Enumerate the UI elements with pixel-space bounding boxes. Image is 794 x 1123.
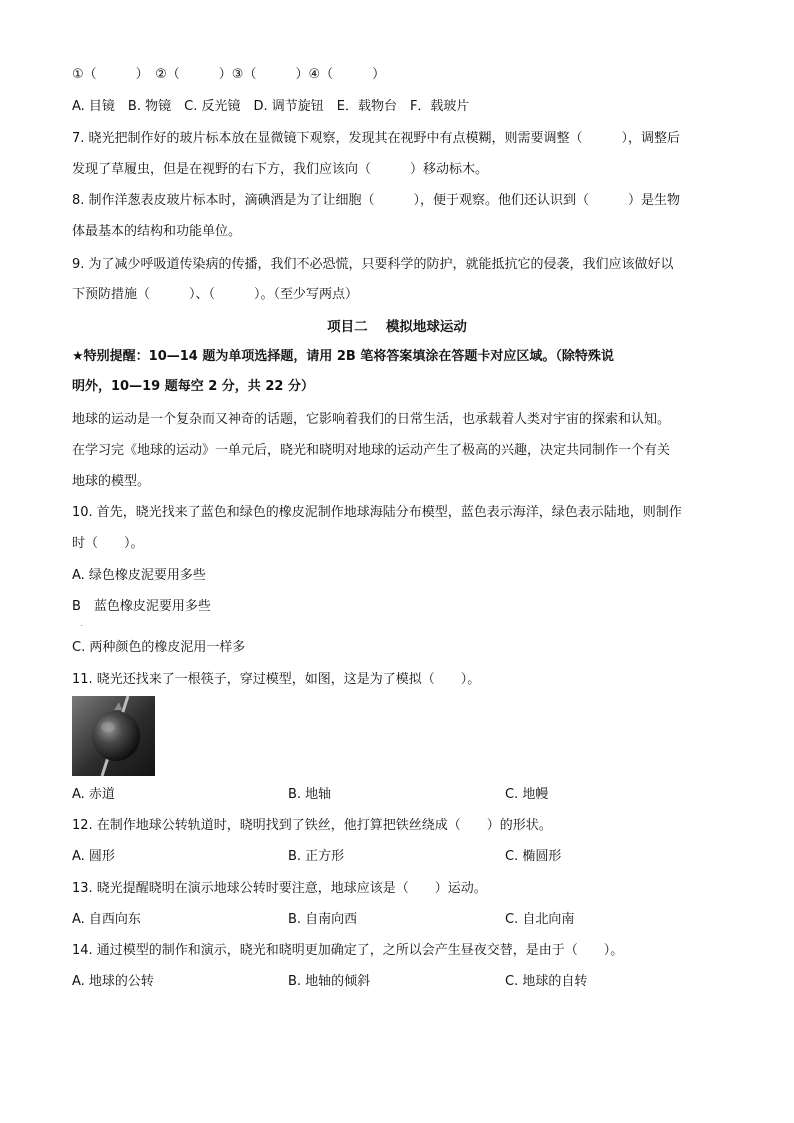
q12-option-a: A. 圆形 <box>72 849 115 864</box>
q6-answer-blanks: ①（ ） ②（ ）③（ ）④（ ） <box>72 67 386 82</box>
q13-option-a: A. 自西向东 <box>72 912 141 927</box>
q13-option-b: B. 自南向西 <box>288 912 358 927</box>
globe-model-photo <box>72 696 155 776</box>
q11-option-b: B. 地轴 <box>288 787 332 802</box>
q10-option-a: A. 绿色橡皮泥要用多些 <box>72 568 206 583</box>
q7-line-1: 7. 晓光把制作好的玻片标本放在显微镜下观察，发现其在视野中有点模糊，则需要调整（ ），调整后 <box>72 131 681 146</box>
q9-line-2: 下预防措施（ ）、（ ）。（至少写两点） <box>72 287 359 302</box>
globe-on-chopstick-image <box>72 696 155 776</box>
q10-line-2: 时（ ）。 <box>72 536 144 551</box>
stray-mark: . <box>80 619 83 628</box>
q11-option-a: A. 赤道 <box>72 787 115 802</box>
q12-option-b: B. 正方形 <box>288 849 345 864</box>
q14-option-a: A. 地球的公转 <box>72 974 154 989</box>
special-notice-line-2: 明外，10—19 题每空 2 分，共 22 分） <box>72 379 314 394</box>
q8-line-2: 体最基本的结构和功能单位。 <box>72 224 242 239</box>
section-title: 项目二 模拟地球运动 <box>327 319 467 335</box>
q14-option-c: C. 地球的自转 <box>505 974 588 989</box>
q9-line-1: 9. 为了减少呼吸道传染病的传播，我们不必恐慌，只要科学的防护，就能抵抗它的侵袭，我们应该做好以 <box>72 257 674 272</box>
q6-options: A. 目镜 B. 物镜 C. 反光镜 D. 调节旋钮 E．载物台 F．载玻片 <box>72 99 470 114</box>
q10-option-c: C. 两种颜色的橡皮泥用一样多 <box>72 640 246 655</box>
intro-line-2: 在学习完《地球的运动》一单元后，晓光和晓明对地球的运动产生了极高的兴趣，决定共同制作一个有关 <box>72 443 671 458</box>
intro-line-1: 地球的运动是一个复杂而又神奇的话题，它影响着我们的日常生活，也承载着人类对宇宙的探索和认知。 <box>72 412 671 427</box>
q7-line-2: 发现了草履虫，但是在视野的右下方，我们应该向（ ）移动标木。 <box>72 162 489 177</box>
q13-option-c: C. 自北向南 <box>505 912 575 927</box>
q11-option-c: C. 地幔 <box>505 787 549 802</box>
intro-line-3: 地球的模型。 <box>72 474 151 489</box>
q14-stem: 14. 通过模型的制作和演示，晓光和晓明更加确定了，之所以会产生昼夜交替，是由于（ ）。 <box>72 943 624 958</box>
q12-stem: 12. 在制作地球公转轨道时，晓明找到了铁丝，他打算把铁丝绕成（ ）的形状。 <box>72 818 552 833</box>
q8-line-1: 8. 制作洋葱表皮玻片标本时，滴碘酒是为了让细胞（ ），便于观察。他们还认识到（ ）是生物 <box>72 193 681 208</box>
q14-option-b: B. 地轴的倾斜 <box>288 974 371 989</box>
q10-line-1: 10. 首先，晓光找来了蓝色和绿色的橡皮泥制作地球海陆分布模型，蓝色表示海洋，绿色表示陆地，则制作 <box>72 505 682 520</box>
q13-stem: 13. 晓光提醒晓明在演示地球公转时要注意，地球应该是（ ）运动。 <box>72 881 487 896</box>
q11-stem: 11. 晓光还找来了一根筷子，穿过模型，如图，这是为了模拟（ ）。 <box>72 672 481 687</box>
q10-option-b: B 蓝色橡皮泥要用多些 <box>72 599 211 614</box>
q12-option-c: C. 椭圆形 <box>505 849 562 864</box>
special-notice-line-1: ★特别提醒：10—14 题为单项选择题，请用 2B 笔将答案填涂在答题卡对应区域。（除特殊说 <box>72 349 614 364</box>
